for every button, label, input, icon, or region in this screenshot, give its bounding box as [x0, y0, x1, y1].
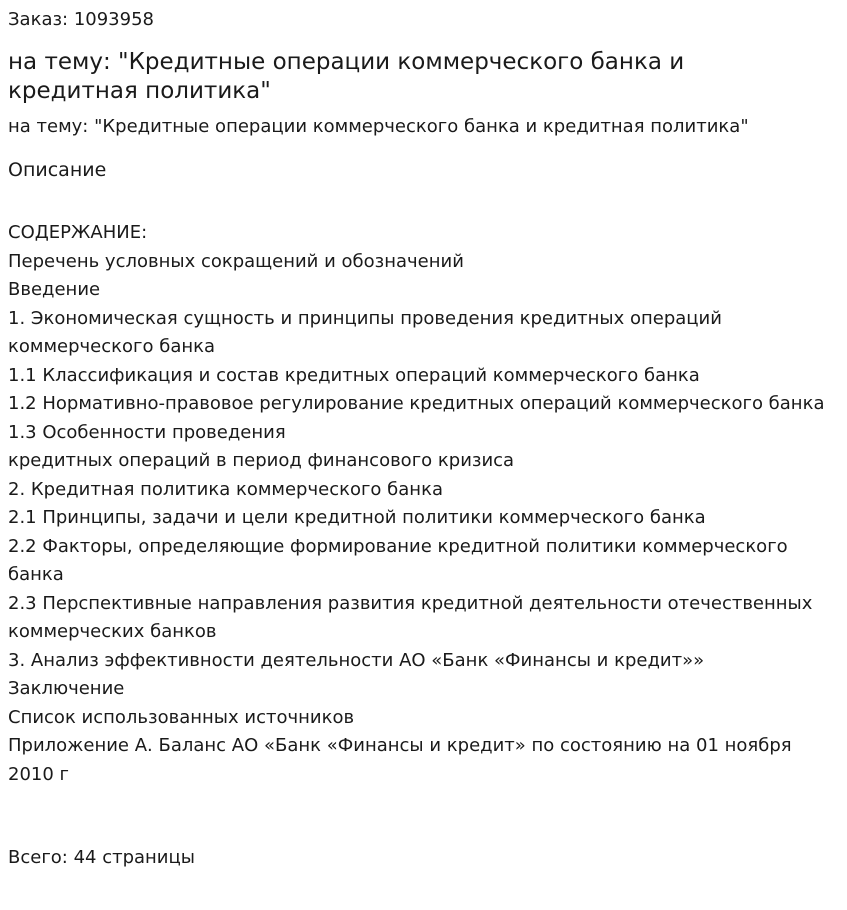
toc-item: Заключение — [8, 678, 125, 699]
toc-item: 2. Кредитная политика коммерческого банка — [8, 478, 443, 500]
toc-item: Перечень условных сокращений и обозначений — [8, 250, 464, 272]
description-heading: Описание — [8, 159, 107, 181]
toc-item: Приложение А. Баланс АО «Банк «Финансы и кредит» по состоянию на 01 ноября 2010 г — [8, 735, 792, 785]
toc-item: Введение — [8, 279, 101, 300]
toc-item: 1. Экономическая сущность и принципы проведения кредитных операций коммерческого банка — [8, 307, 722, 357]
toc-item: 2.3 Перспективные направления развития кредитной деятельности отечественных коммерческих банков — [8, 592, 813, 642]
toc-item: 1.2 Нормативно-правовое регулирование кредитных операций коммерческого банка — [8, 393, 825, 414]
toc-item: 3. Анализ эффективности деятельности АО «Банк «Финансы и кредит»» — [8, 649, 705, 671]
toc-item: 1.1 Классификация и состав кредитных операций коммерческого банка — [8, 364, 700, 386]
document-title: на тему: "Кредитные операции коммерческого банка и кредитная политика" — [8, 49, 685, 104]
toc-heading: СОДЕРЖАНИЕ: — [8, 222, 148, 243]
toc-item: 2.2 Факторы, определяющие формирование кредитной политики коммерческого банка — [8, 535, 788, 585]
document-subtitle: на тему: "Кредитные операции коммерческого банка и кредитная политика" — [8, 116, 749, 137]
table-of-contents — [8, 219, 840, 789]
toc-item: 1.3 Особенности проведения — [8, 421, 286, 443]
page-count: Всего: 44 страницы — [8, 847, 195, 868]
order-number: Заказ: 1093958 — [8, 9, 154, 30]
toc-item: кредитных операций в период финансового кризиса — [8, 450, 515, 471]
toc-item: Список использованных источников — [8, 706, 355, 728]
toc-item: 2.1 Принципы, задачи и цели кредитной политики коммерческого банка — [8, 507, 706, 528]
